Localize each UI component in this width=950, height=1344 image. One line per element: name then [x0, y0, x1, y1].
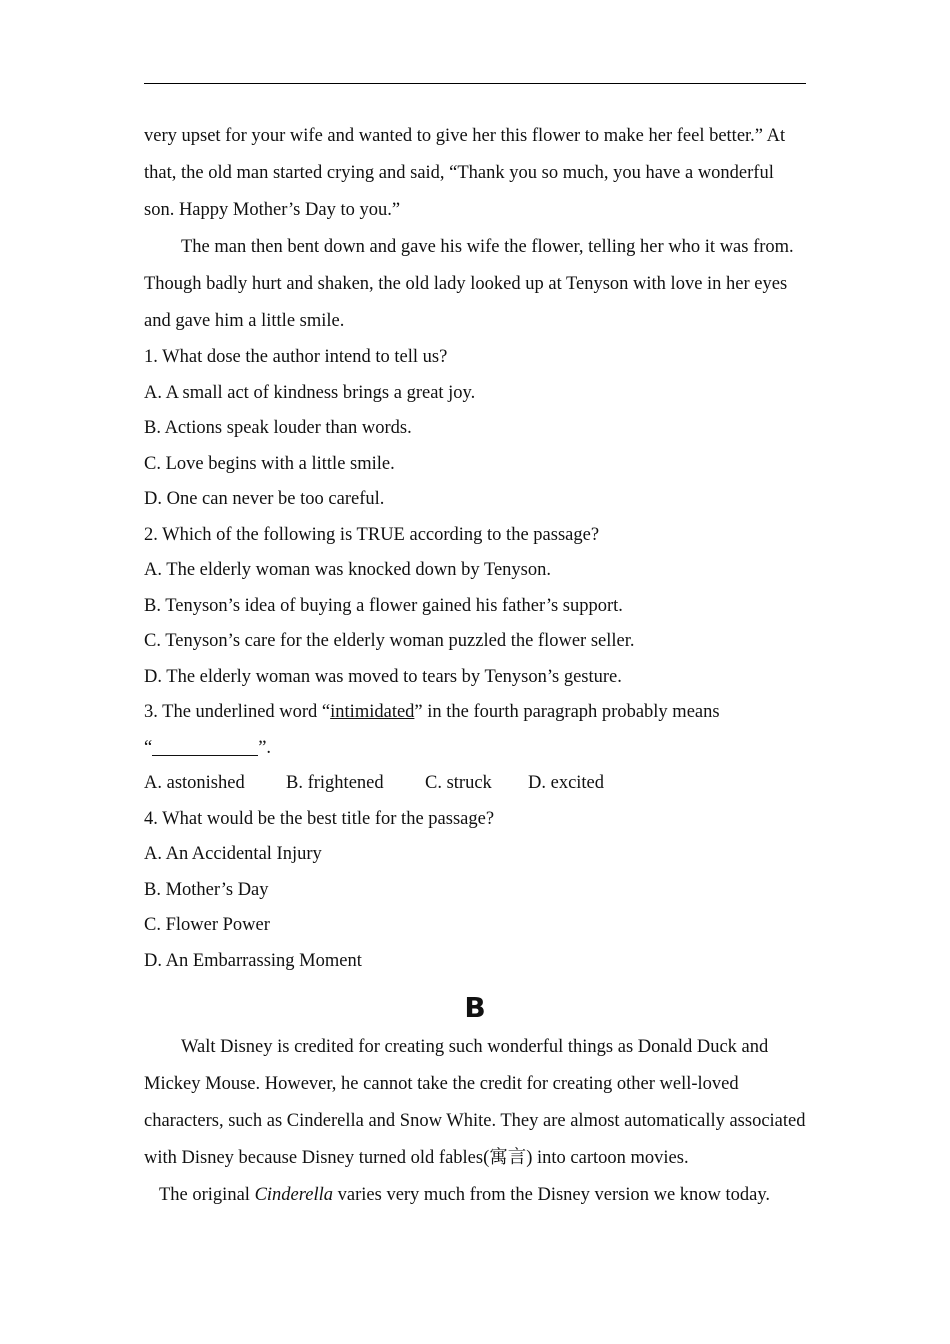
question-2-option-b: B. Tenyson’s idea of buying a flower gained his father’s support. [144, 595, 623, 616]
question-2-stem: 2. Which of the following is TRUE according to the passage? [144, 524, 600, 545]
passage-a-paragraph-final: The man then bent down and gave his wife the flower, telling her who it was from. Though badly hurt and shaken, the old lady looked up at Tenyson with love in her eyes and gave him a little smile. [144, 237, 794, 331]
question-3-stem [144, 695, 806, 731]
question-2-option-d: D. The elderly woman was moved to tears by Tenyson’s gesture. [144, 666, 622, 687]
header-rule [144, 83, 806, 84]
section-b-paragraph-2 [144, 1177, 806, 1214]
document-body [144, 118, 806, 1214]
blank-open-quote: “ [144, 737, 153, 758]
question-1-option-c: C. Love begins with a little smile. [144, 453, 395, 474]
question-2-option-a: A. The elderly woman was knocked down by Tenyson. [144, 560, 551, 580]
question-3-option-a: A. astonished [144, 773, 245, 793]
cinderella-title: Cinderella [254, 1185, 334, 1205]
question-4-option-c: C. Flower Power [144, 915, 270, 935]
passage-a-paragraph-continued: very upset for your wife and wanted to give her this flower to make her feel better.” At that, the old man started crying and said, “Thank you so much, you have a wonderful son. Happy Mother’s Day to you.” [144, 126, 786, 220]
blank-close-quote: ”. [258, 737, 272, 758]
question-1-option-a: A. A small act of kindness brings a great joy. [144, 382, 476, 403]
question-3-option-d: D. excited [528, 773, 605, 793]
section-b-paragraph-1: Walt Disney is credited for creating such wonderful things as Donald Duck and Mickey Mouse. However, he cannot take the credit for creating other well-loved characters, such as Cinderella and Snow White. They are almost automatically associated with Disney because Disney turned old fables(寓言) into cartoon movies. [144, 1037, 806, 1168]
paragraph-2-text-before: The original [159, 1185, 255, 1205]
question-3-blank-line [144, 731, 806, 767]
question-3-option-b: B. frightened [286, 773, 384, 793]
question-4-option-b: B. Mother’s Day [144, 879, 269, 900]
question-3-stem-after: ” in the fourth paragraph probably means [414, 702, 720, 722]
underlined-word: intimidated [330, 702, 415, 722]
section-b-title: B [464, 991, 486, 1024]
question-1-stem: 1. What dose the author intend to tell us? [144, 347, 448, 367]
question-3-option-c: C. struck [425, 773, 492, 793]
question-1-option-b: B. Actions speak louder than words. [144, 418, 412, 438]
answer-blank [152, 736, 258, 756]
question-2-option-c: C. Tenyson’s care for the elderly woman puzzled the flower seller. [144, 631, 635, 651]
question-4-stem: 4. What would be the best title for the passage? [144, 808, 495, 829]
question-3-options [144, 766, 806, 802]
question-3-stem-before: 3. The underlined word “ [144, 702, 331, 722]
question-4-option-a: A. An Accidental Injury [144, 844, 322, 864]
question-4-option-d: D. An Embarrassing Moment [144, 950, 362, 971]
question-1-option-d: D. One can never be too careful. [144, 489, 385, 509]
paragraph-2-text-after: varies very much from the Disney version we know today. [333, 1185, 771, 1205]
